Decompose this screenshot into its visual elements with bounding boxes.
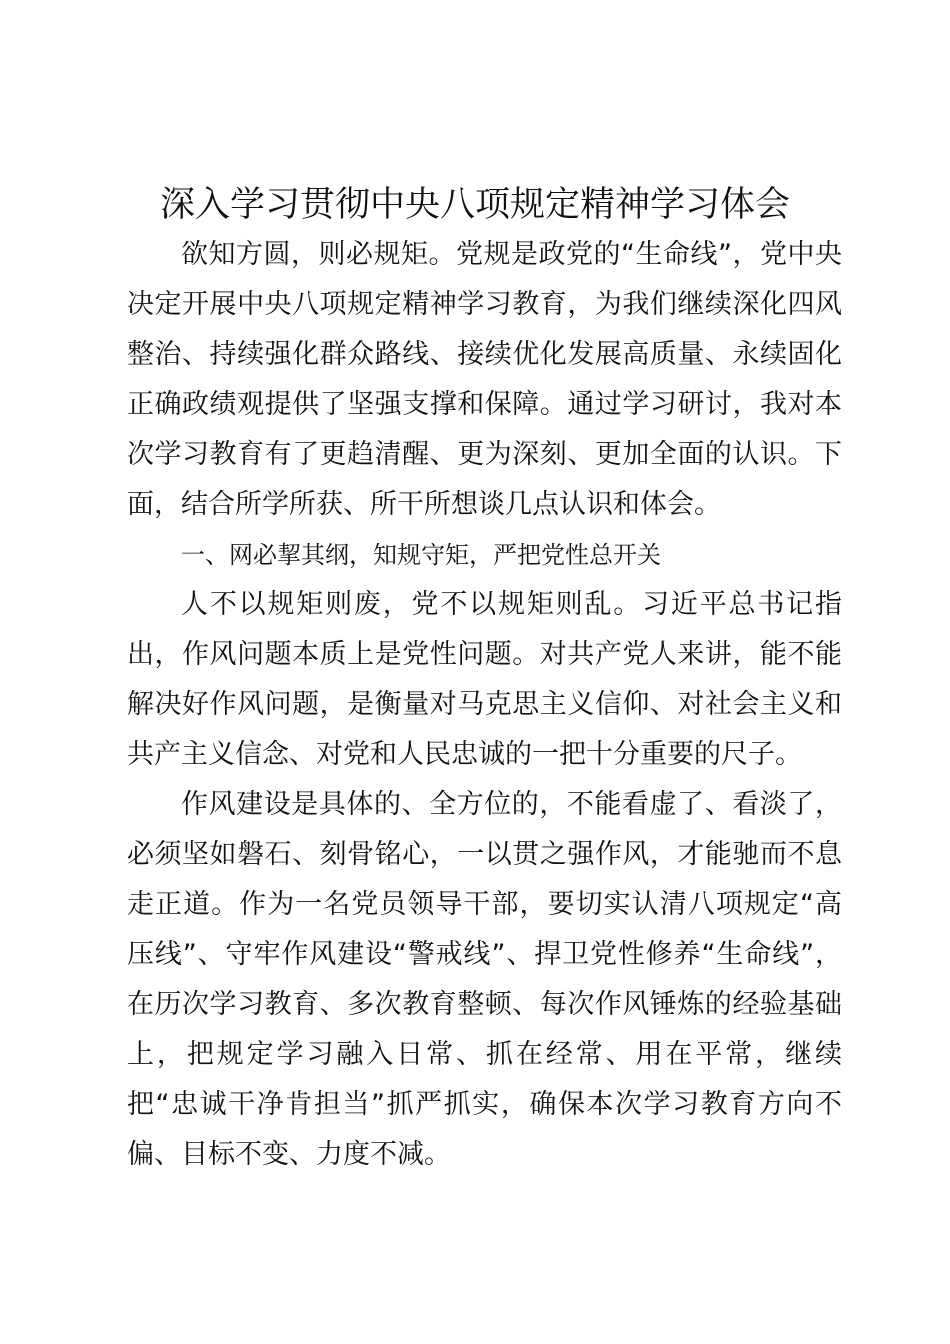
document-body: [127, 230, 842, 1180]
intro-paragraph: 欲知方圆，则必规矩。党规是政党的“生命线”，党中央决定开展中央八项规定精神学习教育，为我们继续深化四风整治、持续强化群众路线、接续优化发展高质量、永续固化正确政绩观提供了坚强支撑和保障。通过学习研讨，我对本次学习教育有了更趋清醒、更为深刻、更加全面的认识。下面，结合所学所获、所干所想谈几点认识和体会。: [127, 239, 842, 520]
section-heading: 一、网必挈其纲，知规守矩，严把党性总开关: [181, 541, 661, 569]
document-title: 深入学习贯彻中央八项规定精神学习体会: [159, 185, 790, 225]
body-paragraph: 作风建设是具体的、全方位的，不能看虚了、看淡了，必须坚如磐石、刻骨铭心，一以贯之强作风，才能驰而不息走正道。作为一名党员领导干部，要切实认清八项规定“高压线”、守牢作风建设“警戒线”、捍卫党性修养“生命线”，在历次学习教育、多次教育整顿、每次作风锤炼的经验基础上，把规定学习融入日常、抓在经常、用在平常，继续把“忠诚干净肯担当”抓严抓实，确保本次学习教育方向不偏、目标不变、力度不减。: [127, 789, 842, 1170]
body-paragraph: 人不以规矩则废，党不以规矩则乱。习近平总书记指出，作风问题本质上是党性问题。对共产党人来讲，能不能解决好作风问题，是衡量对马克思主义信仰、对社会主义和共产主义信念、对党和人民忠诚的一把十分重要的尺子。: [127, 589, 842, 770]
